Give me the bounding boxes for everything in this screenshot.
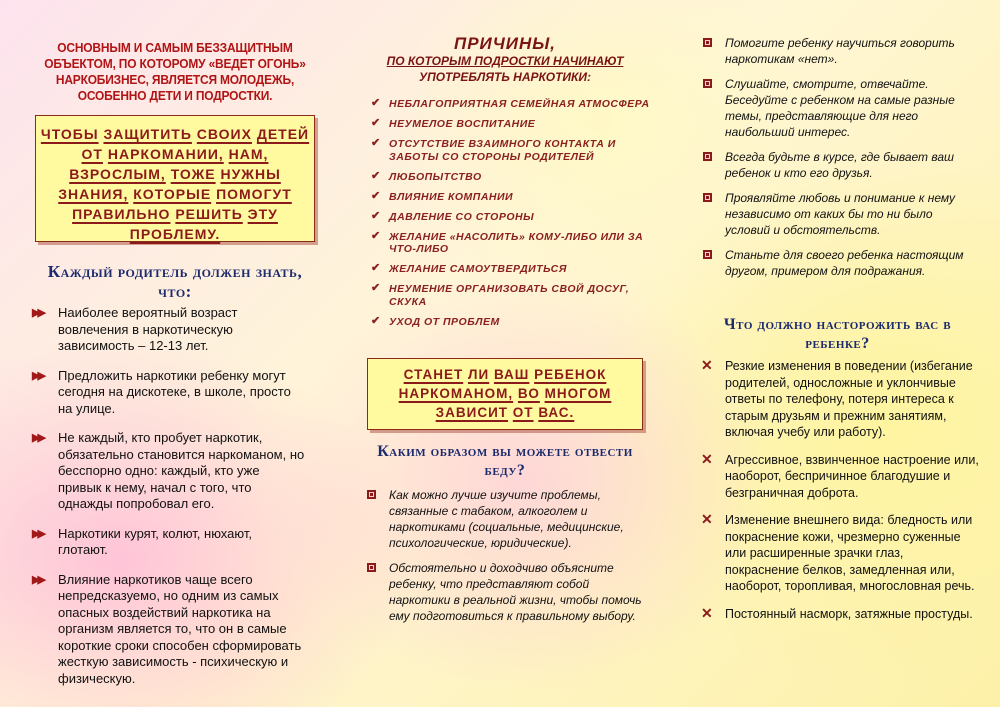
list-item (367, 487, 652, 551)
double-arrow-icon: ▶▶ (32, 369, 43, 382)
item-text: НЕУМЕНИЕ ОРГАНИЗОВАТЬ СВОЙ ДОСУГ, СКУКА (389, 283, 630, 308)
item-text: Как можно лучше изучите проблемы, связанные с табаком, алкоголем и наркотиками (социальные, медицинские, психологические, юридические). (389, 488, 624, 550)
item-text: Изменение внешнего вида: бледность или покраснение кожи, чрезмерно суженные или расширенные зрачки глаз, покраснение белков, замедленная или, наоборот, торопливая, многословная речь. (725, 513, 975, 593)
avert-list (367, 487, 652, 633)
item-text: Станьте для своего ребенка настоящим другом, примером для подражания. (725, 248, 964, 278)
box1-word: ВЗРОСЛЫМ, (69, 166, 166, 182)
item-text: ЖЕЛАНИЕ САМОУТВЕРДИТЬСЯ (389, 263, 567, 275)
checkmark-icon: ✔ (371, 262, 381, 274)
item-text: Агрессивное, взвинченное настроение или, наоборот, беспричинное благодушие и безграничная доброта. (725, 452, 979, 500)
box1-word: ПРОБЛЕМУ. (129, 226, 221, 242)
list-item (695, 512, 980, 595)
item-text: ЖЕЛАНИЕ «НАСОЛИТЬ» КОМУ-ЛИБО ИЛИ ЗА ЧТО-ЛИБО (389, 230, 644, 255)
item-text: Не каждый, кто пробует наркотик, обязательно становится наркоманом, но бесспорно одно: каждый, кто уже привык к нему, начал с того, что однажды попробовал его. (58, 430, 305, 511)
list-item (30, 430, 305, 513)
item-text: Наркотики курят, колют, нюхают, глотают. (58, 525, 252, 557)
box2-word: ОТ (512, 405, 534, 420)
checkmark-icon: ✔ (371, 314, 381, 327)
list-item (695, 76, 980, 140)
checkmark-icon: ✔ (371, 189, 381, 202)
list-item (30, 572, 305, 688)
box1-word: СВОИХ (196, 126, 252, 142)
double-arrow-icon: ▶▶ (32, 432, 43, 444)
checkmark-icon: ✔ (371, 137, 381, 149)
box2-word: НАРКОМАНОМ, (398, 386, 514, 401)
square-bullet-icon (367, 490, 376, 499)
parent-heading: Каждый родитель должен знать, что: (47, 262, 303, 301)
list-item (371, 191, 651, 204)
list-item (695, 358, 980, 441)
list-item (371, 138, 651, 163)
list-item (30, 305, 305, 355)
item-text: ОТСУТСТВИЕ ВЗАИМНОГО КОНТАКТА И ЗАБОТЫ СО СТОРОНЫ РОДИТЕЛЕЙ (389, 138, 616, 163)
list-item (30, 526, 305, 559)
checkmark-icon: ✔ (371, 209, 381, 222)
item-text: Всегда будьте в курсе, где бывает ваш ребенок и кто его друзья. (725, 150, 954, 180)
parent-facts-list (30, 305, 305, 700)
item-text: Обстоятельно и доходчиво объясните ребенку, что представляют собой наркотики в реальной жизни, чтобы помочь ему подготовиться к правильному выбору. (389, 561, 642, 623)
box1-word: ЗНАНИЯ, (58, 186, 129, 202)
box2-word: ВАШ (493, 367, 530, 382)
depends-on-you-box (367, 358, 643, 430)
list-item (695, 452, 980, 502)
item-text: УХОД ОТ ПРОБЛЕМ (389, 315, 500, 328)
item-text: ЛЮБОПЫТСТВО (389, 170, 482, 183)
cross-icon: ✕ (701, 450, 713, 467)
item-text: Постоянный насморк, затяжные простуды. (725, 606, 973, 621)
checkmark-icon: ✔ (371, 97, 381, 109)
box2-word: МНОГОМ (544, 386, 612, 401)
checkmark-icon: ✔ (371, 117, 381, 129)
box1-word: КОТОРЫЕ (133, 186, 212, 202)
list-item (367, 560, 652, 624)
item-text: Слушайте, смотрите, отвечайте. Беседуйте с ребенком на самые разные темы, представляющие для него наибольший интерес. (725, 77, 955, 139)
list-item (371, 283, 651, 308)
checkmark-icon: ✔ (371, 229, 381, 242)
list-item (371, 231, 651, 256)
list-item (695, 606, 980, 623)
alert-heading: Что должно насторожить вас в ребенке? (723, 316, 952, 352)
square-bullet-icon (703, 152, 712, 161)
cross-icon: ✕ (701, 511, 713, 527)
intro-text: ОСНОВНЫМ И САМЫМ БЕЗЗАЩИТНЫМ ОБЪЕКТОМ, ПО КОТОРОМУ «ВЕДЕТ ОГОНЬ» НАРКОБИЗНЕС, ЯВЛЯЕТСЯ МОЛОДЕЖЬ, ОСОБЕННО ДЕТИ И ПОДРОСТКИ. (44, 40, 306, 103)
box1-word: НУЖНЫ (220, 166, 281, 182)
box2-word: ВАС. (538, 405, 575, 420)
protect-children-box (35, 115, 315, 242)
square-bullet-icon (703, 38, 712, 47)
square-bullet-icon (703, 250, 712, 259)
list-item (371, 316, 651, 329)
alert-list (695, 358, 980, 633)
box1-word: ЭТУ (247, 206, 278, 222)
square-bullet-icon (703, 193, 712, 202)
checkmark-icon: ✔ (371, 169, 381, 182)
item-text: Предложить наркотики ребенку могут сегодня на дискотеке, в школе, просто на улице. (58, 367, 291, 416)
item-text: Резкие изменения в поведении (избегание родителей, односложные и уклончивые ответы по телефону, потеря интереса к старым друзьям и прежним занятиям, включая учебу или работу). (725, 359, 973, 439)
box2-word: РЕБЕНОК (534, 367, 607, 382)
list-item (30, 368, 305, 418)
checkmark-icon: ✔ (371, 282, 381, 294)
cross-icon: ✕ (701, 357, 713, 373)
item-text: НЕУМЕЛОЕ ВОСПИТАНИЕ (389, 118, 536, 130)
list-item (695, 149, 980, 181)
causes-subtitle-line: УПОТРЕБЛЯТЬ НАРКОТИКИ: (418, 70, 592, 84)
list-item (695, 35, 980, 67)
double-arrow-icon: ▶▶ (32, 527, 43, 540)
double-arrow-icon: ▶▶ (32, 573, 43, 586)
causes-subtitle (355, 53, 655, 85)
item-text: НЕБЛАГОПРИЯТНАЯ СЕМЕЙНАЯ АТМОСФЕРА (389, 98, 650, 110)
list-item (371, 98, 651, 111)
item-text: Влияние наркотиков чаще всего непредсказуемо, но одним из самых опасных воздействий наркотика на организм является то, что он в самые короткие сроки способен сформировать жесткую зависимость - психическую и физическую. (58, 571, 302, 686)
box1-word: ДЕТЕЙ (256, 126, 310, 142)
causes-title: ПРИЧИНЫ, (453, 34, 557, 53)
box1-word: НАМ, (228, 146, 269, 162)
causes-list (371, 98, 651, 336)
list-item (695, 190, 980, 238)
list-item (371, 171, 651, 184)
item-text: Проявляйте любовь и понимание к нему независимо от каких бы то ни было условий и обстоятельств. (725, 191, 956, 237)
box1-word: ТОЖЕ (170, 166, 216, 182)
box2-word: ЛИ (467, 367, 490, 382)
cross-icon: ✕ (701, 604, 713, 621)
box2-word: ВО (517, 386, 540, 401)
double-arrow-icon: ▶▶ (32, 307, 43, 319)
box1-word: ПОМОГУТ (216, 186, 292, 202)
box1-word: РЕШИТЬ (175, 206, 243, 222)
avert-heading: Каким образом вы можете отвести беду? (377, 443, 633, 479)
item-text: Наиболее вероятный возраст вовлечения в наркотическую зависимость – 12-13 лет. (58, 305, 238, 353)
box1-word: НАРКОМАНИИ, (107, 146, 224, 162)
causes-subtitle-line: ПО КОТОРЫМ ПОДРОСТКИ НАЧИНАЮТ (386, 54, 624, 68)
square-bullet-icon (703, 79, 712, 88)
list-item (371, 211, 651, 224)
box1-word: ЗАЩИТИТЬ (103, 126, 192, 142)
box1-word: ЧТОБЫ (40, 126, 99, 142)
list-item (371, 118, 651, 131)
square-bullet-icon (367, 563, 376, 572)
help-list (695, 35, 980, 288)
box1-word: ПРАВИЛЬНО (72, 206, 171, 222)
item-text: ДАВЛЕНИЕ СО СТОРОНЫ (389, 210, 535, 223)
box1-word: ОТ (81, 146, 103, 162)
box2-word: СТАНЕТ (403, 367, 464, 382)
item-text: ВЛИЯНИЕ КОМПАНИИ (389, 190, 514, 203)
list-item (371, 263, 651, 276)
box2-word: ЗАВИСИТ (435, 405, 509, 420)
item-text: Помогите ребенку научиться говорить наркотикам «нет». (725, 36, 955, 66)
list-item (695, 247, 980, 279)
